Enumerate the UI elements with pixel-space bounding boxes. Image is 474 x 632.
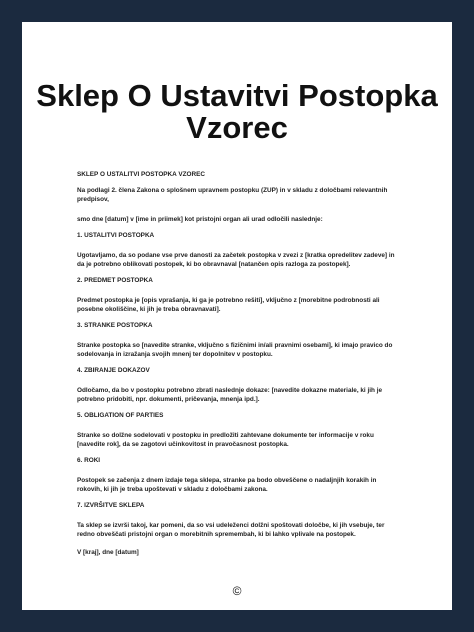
section-heading-4: 4. ZBIRANJE DOKAZOV [77, 367, 150, 374]
section-text-1: Ugotavljamo, da so podane vse prve danosti za začetek postopka v zvezi z [kratka opredelitev zadeve] in da je potrebno oblikovati postopek, ki bo obravnaval [natančen opis razloga za postopek]. [77, 252, 395, 268]
section-text-4: Odločamo, da bo v postopku potrebno zbrati naslednje dokaze: [navedite dokazne materiale, ki jih je potrebno pridobiti, npr. dokumenti, pričevanja, mnenja ipd.]. [77, 387, 383, 403]
document-heading: SKLEP O USTALITVI POSTOPKA VZOREC [77, 171, 205, 178]
document-page [22, 22, 452, 610]
section-text-6: Postopek se začenja z dnem izdaje tega sklepa, stranke pa bodo obveščene o nadaljnjih korakih in rokovih, ki jih je treba upoštevati v skladu z določbami zakona. [77, 477, 377, 493]
section-heading-7: 7. IZVRŠITVE SKLEPA [77, 502, 145, 509]
section-text-2: Predmet postopka je [opis vprašanja, ki ga je potrebno rešiti], vključno z [morebitne podrobnosti ali posebne okoliščine, ki jih je treba obravnavati]. [77, 297, 380, 313]
date-line: smo dne [datum] v [ime in priimek] kot pristojni organ ali urad odločili naslednje: [77, 216, 323, 223]
section-text-5: Stranke so dolžne sodelovati v postopku in predložiti zahtevane dokumente ter informacije v roku [navedite rok], da se zagotovi učinkovitost in pravočasnost postopka. [77, 432, 374, 448]
closing-line: V [kraj], dne [datum] [77, 549, 139, 556]
title-line-1: Sklep O Ustavitvi Postopka [36, 78, 438, 113]
document-body [77, 170, 402, 557]
document-title [22, 80, 452, 144]
section-text-7: Ta sklep se izvrši takoj, kar pomeni, da so vsi udeleženci dolžni spoštovati določbe, ki jih vsebuje, ter redno obveščati pristojni organ o morebitnih spremembah, ki bi lahko vplivale na postopek. [77, 522, 385, 538]
section-heading-1: 1. USTALITVI POSTOPKA [77, 232, 155, 239]
section-heading-3: 3. STRANKE POSTOPKA [77, 322, 153, 329]
section-heading-5: 5. OBLIGATION OF PARTIES [77, 412, 164, 419]
section-heading-2: 2. PREDMET POSTOPKA [77, 277, 153, 284]
title-line-2: Vzorec [186, 110, 288, 145]
copyright-icon: © [232, 584, 242, 598]
section-heading-6: 6. ROKI [77, 457, 101, 464]
section-text-3: Stranke postopka so [navedite stranke, vključno s fizičnimi in/ali pravnimi osebami], ki imajo pravico do sodelovanja in izražanja svojih mnenj ter dopolnitev v postopku. [77, 342, 393, 358]
intro-paragraph: Na podlagi 2. člena Zakona o splošnem upravnem postopku (ZUP) in v skladu z določbami relevantnih predpisov, [77, 187, 388, 203]
